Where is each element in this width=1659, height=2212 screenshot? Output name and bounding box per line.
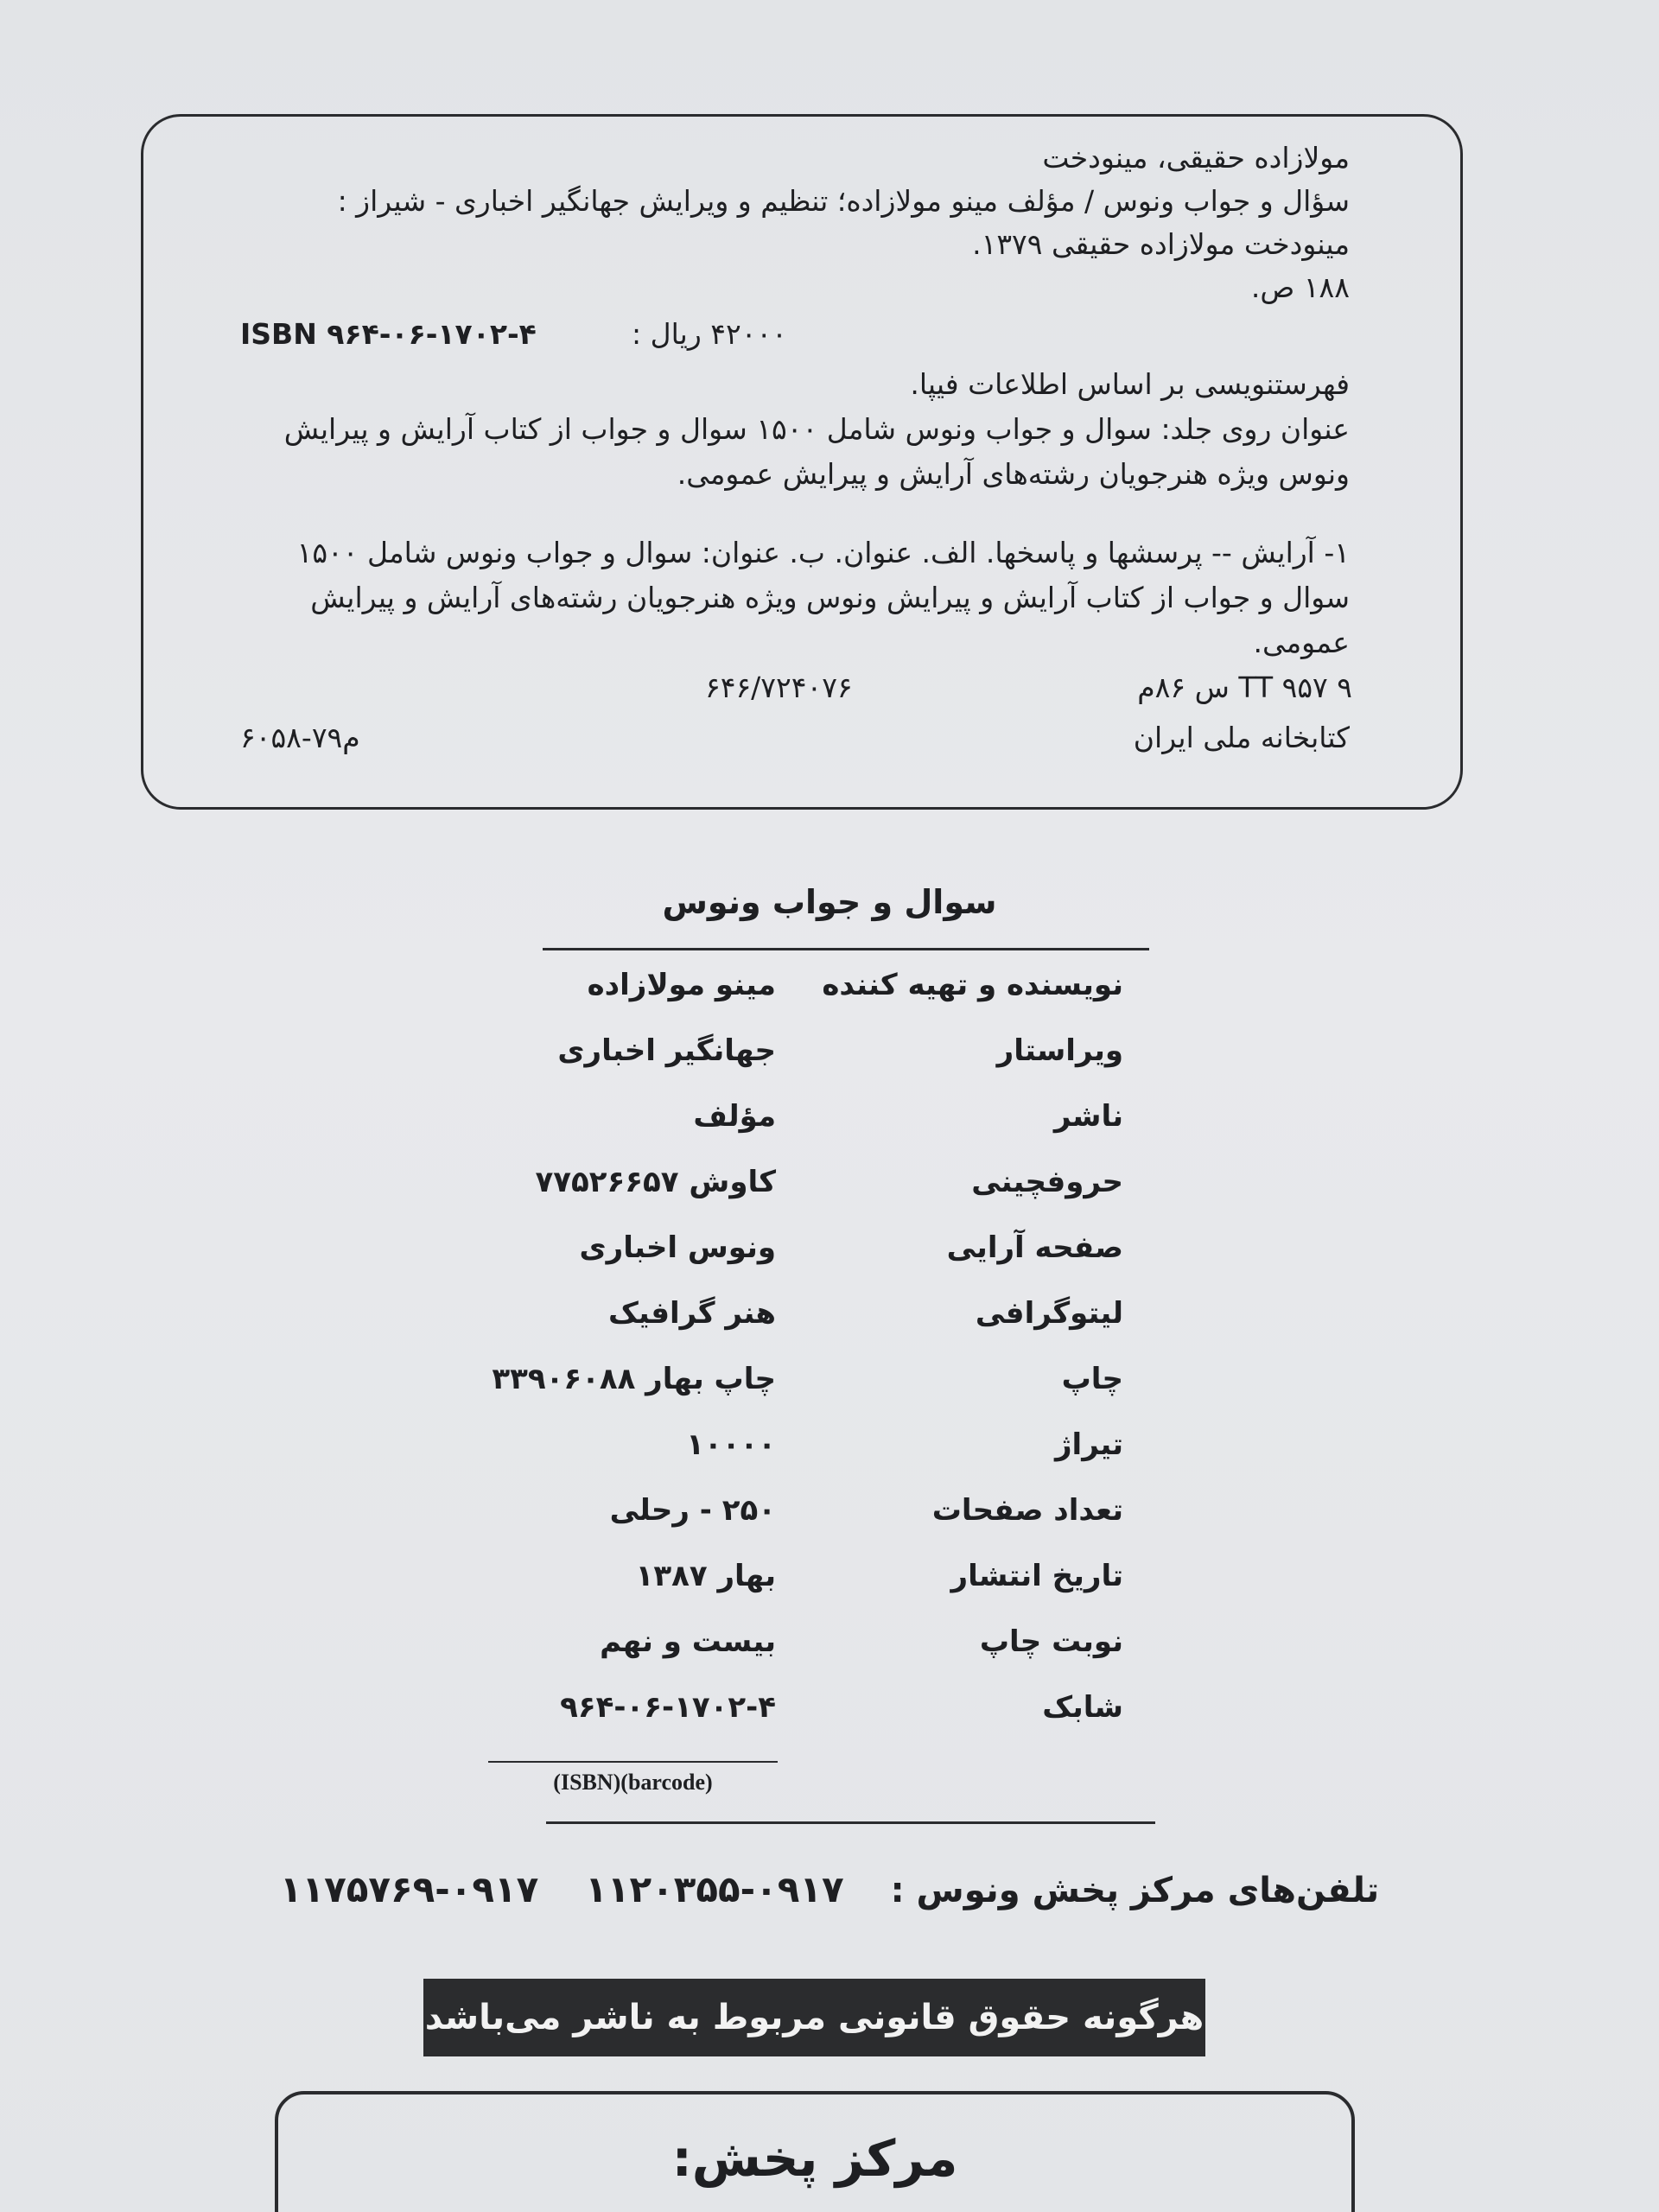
cip-author: مولازاده حقیقی، مینودخت [1042, 141, 1350, 175]
credit-label-typesetting: حروفچینی [971, 1165, 1123, 1199]
cip-fipa-note: فهرستنویسی بر اساس اطلاعات فیپا. [910, 367, 1350, 401]
cip-library: کتابخانه ملی ایران [1133, 721, 1350, 754]
credit-value-page-count: ۲۵۰ - رحلی [609, 1493, 776, 1528]
cip-subject-3: عمومی. [1253, 626, 1350, 659]
credit-value-publisher: مؤلف [693, 1099, 776, 1134]
rights-notice-banner [423, 1979, 1205, 2056]
cip-cover-title-1: عنوان روی جلد: سوال و جواب ونوس شامل ۱۵۰۰ سوال و جواب از کتاب آرایش و پیرایش [283, 412, 1350, 446]
distribution-center-title: مرکز پخش: [671, 2129, 958, 2188]
credit-label-circulation: تیراژ [1054, 1427, 1123, 1462]
credit-value-circulation: ۱۰۰۰۰ [686, 1427, 776, 1462]
cip-price: ۴۲۰۰۰ ریال : [632, 317, 787, 351]
credit-label-author: نویسنده و تهیه کننده [822, 968, 1123, 1002]
phone-number-2: ۰۹۱۷-۱۱۷۵۷۶۹ [279, 1868, 539, 1910]
phone-number-1: ۰۹۱۷-۱۱۲۰۳۵۵ [585, 1868, 844, 1910]
cip-congress-number: TT ۹۵۷ ۹ س ۸۶م [1137, 671, 1352, 704]
title-rule [543, 948, 1149, 950]
credit-value-publish-date: بهار ۱۳۸۷ [635, 1559, 776, 1593]
cip-subject-1: ۱- آرایش -- پرسشها و پاسخها. الف. عنوان. ب. عنوان: سوال و جواب ونوس شامل ۱۵۰۰ [296, 536, 1350, 569]
cip-pages: ۱۸۸ ص. [1250, 270, 1350, 304]
rights-notice-text: هرگونه حقوق قانونی مربوط به ناشر می‌باشد [424, 1998, 1205, 2037]
credit-value-typesetting: کاوش ۷۷۵۲۶۶۵۷ [535, 1165, 776, 1199]
credit-label-lithography: لیتوگرافی [975, 1296, 1123, 1331]
phones-label: تلفن‌های مرکز پخش ونوس : [890, 1871, 1380, 1910]
distribution-center-box [275, 2091, 1355, 2212]
cip-publisher-line: مینودخت مولازاده حقیقی ۱۳۷۹. [972, 227, 1350, 261]
cip-isbn: ISBN ۹۶۴-۰۶-۱۷۰۲-۴ [240, 317, 537, 351]
credit-label-isbn: شابک [1042, 1690, 1123, 1725]
cip-dewey-number: ۶۴۶/۷۲۴۰۷۶ [705, 671, 853, 704]
credit-label-print: چاپ [1061, 1362, 1123, 1396]
isbn-underline [488, 1761, 778, 1763]
credit-value-author: مینو مولازاده [587, 968, 776, 1002]
credit-value-isbn: ۹۶۴-۰۶-۱۷۰۲-۴ [560, 1690, 776, 1725]
credit-label-publisher: ناشر [1053, 1099, 1123, 1134]
distribution-phones [0, 1868, 1659, 1910]
credit-label-edition: نوبت چاپ [979, 1624, 1123, 1659]
credit-value-print: چاپ بهار ۳۳۹۰۶۰۸۸ [492, 1362, 776, 1396]
credit-value-layout: ونوس اخباری [579, 1230, 776, 1265]
cip-subject-2: سوال و جواب از کتاب آرایش و پیرایش ونوس ویژه هنرجویان رشته‌های آرایش و پیرایش [310, 581, 1350, 614]
isbn-caption: (ISBN)(barcode) [553, 1770, 713, 1795]
cataloguing-box [141, 114, 1463, 810]
cip-title-line: سؤال و جواب ونوس / مؤلف مینو مولازاده؛ تنظیم و ویرایش جهانگیر اخباری - شیراز : [337, 184, 1350, 218]
cip-record-number: م۷۹-۶۰۵۸ [240, 721, 360, 754]
credit-label-publish-date: تاریخ انتشار [950, 1559, 1123, 1593]
credits-bottom-rule [546, 1821, 1155, 1824]
book-title: سوال و جواب ونوس [662, 883, 997, 921]
cip-cover-title-2: ونوس ویژه هنرجویان رشته‌های آرایش و پیرایش عمومی. [677, 457, 1350, 491]
credit-label-page-count: تعداد صفحات [931, 1493, 1123, 1528]
credit-value-lithography: هنر گرافیک [608, 1296, 776, 1331]
credit-label-layout: صفحه آرایی [946, 1230, 1123, 1265]
credit-value-editor: جهانگیر اخباری [557, 1033, 776, 1068]
credit-value-edition: بیست و نهم [600, 1624, 776, 1659]
credit-label-editor: ویراستار [996, 1033, 1123, 1068]
